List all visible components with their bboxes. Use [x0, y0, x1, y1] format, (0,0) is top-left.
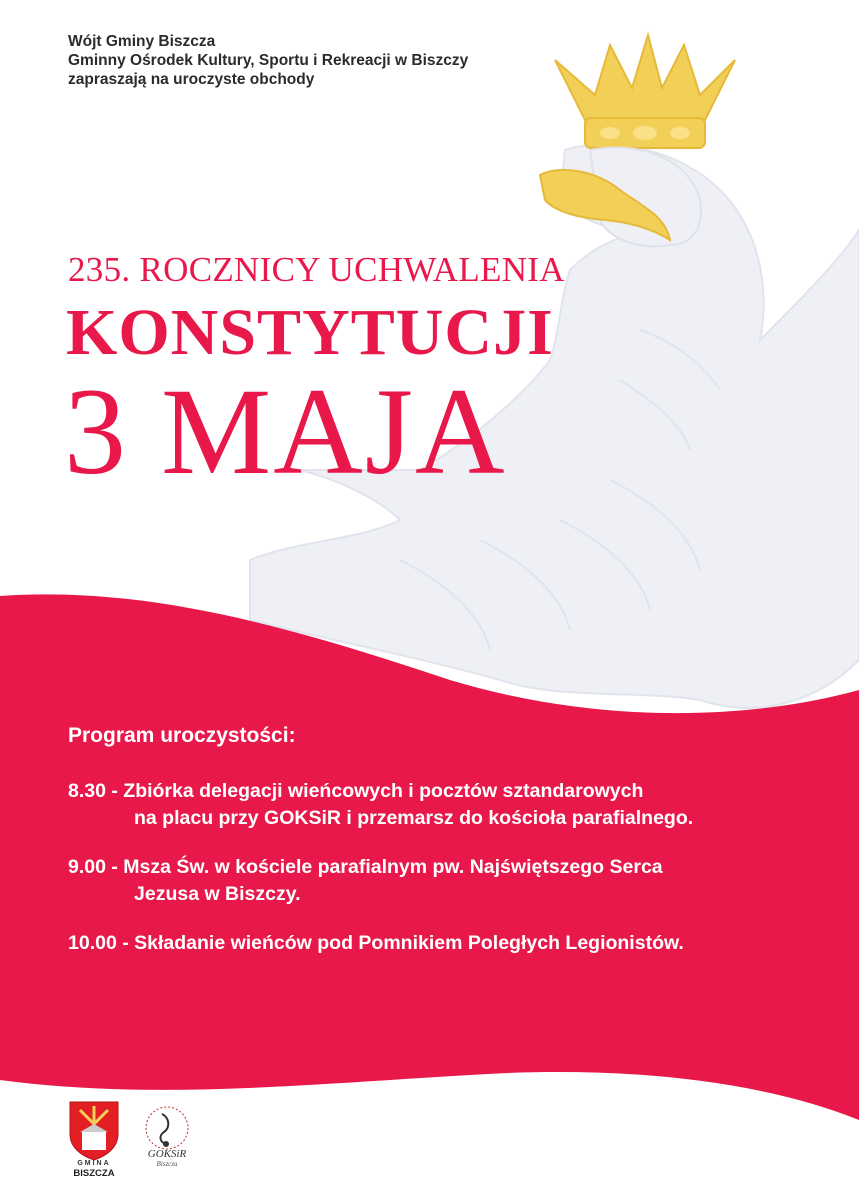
program-item — [68, 778, 693, 832]
gmina-name-label: BISZCZA — [73, 1168, 115, 1179]
program-item-line: 8.30 - Zbiórka delegacji wieńcowych i pocztów sztandarowych — [68, 780, 644, 802]
title-line-2: KONSTYTUCJI — [66, 296, 554, 369]
program-item-line: 9.00 - Msza Św. w kościele parafialnym pw. Najświętszego Serca — [68, 856, 663, 878]
goksir-sub-label: Biszcza — [156, 1160, 178, 1168]
header-line-2: Gminny Ośrodek Kultury, Sportu i Rekreacji w Biszczy — [68, 52, 469, 69]
program-item-line: 10.00 - Składanie wieńców pod Pomnikiem Poległych Legionistów. — [68, 932, 684, 954]
program-heading: Program uroczystości: — [68, 724, 296, 747]
organizers-header — [68, 32, 468, 89]
header-line-1: Wójt Gminy Biszcza — [68, 33, 216, 50]
gmina-small-label: GMINA — [77, 1160, 111, 1167]
program-item — [68, 854, 693, 908]
program-item-line: Jezusa w Biszczy. — [134, 883, 301, 905]
program-item-line: na placu przy GOKSiR i przemarsz do kościoła parafialnego. — [134, 807, 694, 829]
title-line-3: 3 MAJA — [64, 363, 507, 500]
goksir-name-label: GOKSiR — [147, 1148, 187, 1160]
header-line-3: zapraszają na uroczyste obchody — [68, 71, 315, 88]
title-line-1: 235. ROCZNICY UCHWALENIA — [68, 250, 565, 289]
program-section — [68, 724, 693, 979]
program-item — [68, 930, 693, 957]
crown-icon — [555, 35, 735, 148]
